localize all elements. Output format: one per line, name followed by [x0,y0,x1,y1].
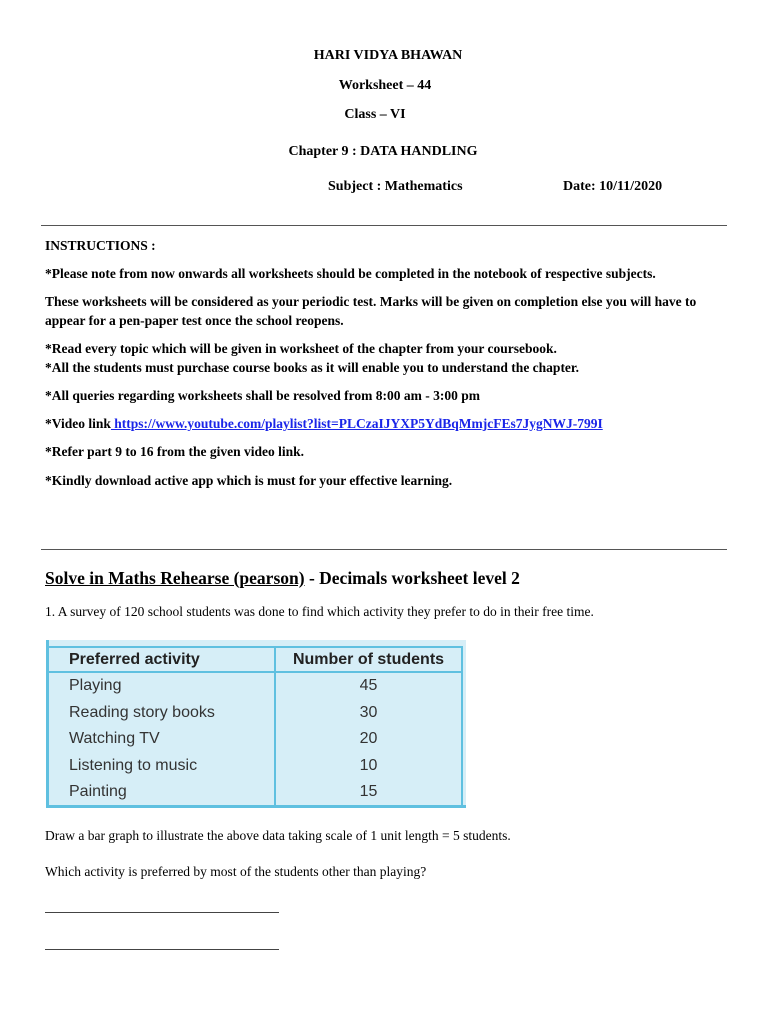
table-row [49,779,462,806]
instruction-purchase-books: *All the students must purchase course books as it will enable you to understand the chapter. [45,360,580,375]
subject-label: Subject : Mathematics [328,179,463,194]
task-which-activity: Which activity is preferred by most of the students other than playing? [45,864,427,879]
divider-bottom [41,549,727,550]
activity-cell: Watching TV [69,730,160,748]
students-cell: 15 [275,779,462,806]
activity-cell: Listening to music [69,756,198,774]
activity-cell: Painting [69,783,127,801]
instruction-refer-parts: *Refer part 9 to 16 from the given video link. [45,444,304,459]
section-title-topic: - Decimals worksheet level 2 [304,568,520,588]
header-number-of-students: Number of students [275,647,462,672]
class-label: Class – VI [344,107,406,122]
video-link-label: *Video link [45,416,111,431]
instructions-title: INSTRUCTIONS : [45,238,156,253]
instruction-download-app: *Kindly download active app which is must for your effective learning. [45,473,453,488]
divider-top [41,225,727,226]
table-row [49,753,462,780]
students-cell: 10 [275,753,462,780]
instructions-block [45,236,735,490]
table-row [49,700,462,727]
chapter-title: Chapter 9 : DATA HANDLING [288,144,478,159]
answer-line [45,949,279,950]
activity-cell: Reading story books [69,703,215,721]
students-cell: 20 [275,726,462,753]
table-row [49,672,462,700]
instruction-notebook: *Please note from now onwards all worksheets should be completed in the notebook of respective subjects. [45,266,656,281]
students-cell: 30 [275,700,462,727]
table-header-row [49,647,462,672]
video-link[interactable]: https://www.youtube.com/playlist?list=PLCzaIJYXP5YdBqMmjcFEs7JygNWJ-799I [110,416,603,431]
header-preferred-activity: Preferred activity [49,647,275,672]
answer-line [45,912,279,913]
date-label: Date: 10/11/2020 [563,179,663,194]
task-draw-bar-graph: Draw a bar graph to illustrate the above data taking scale of 1 unit length = 5 students. [45,828,511,843]
worksheet-number: Worksheet – 44 [338,78,432,93]
school-name: HARI VIDYA BHAWAN [313,48,463,63]
survey-data-table [49,646,463,806]
survey-table [46,640,466,808]
question-1: 1. A survey of 120 school students was done to find which activity they prefer to do in their free time. [45,604,594,619]
instruction-queries: *All queries regarding worksheets shall be resolved from 8:00 am - 3:00 pm [45,388,480,403]
section-title-book: Solve in Maths Rehearse (pearson) [45,568,305,588]
activity-cell: Playing [69,677,122,695]
students-cell: 45 [275,672,462,700]
table-row [49,726,462,753]
instruction-read-topic: *Read every topic which will be given in worksheet of the chapter from your coursebook. [45,341,557,356]
section-title [45,568,745,589]
instruction-periodic-test: These worksheets will be considered as your periodic test. Marks will be given on completion else you will have to appear for a pen-paper test once the school reopens. [45,294,697,328]
question-section [45,568,745,620]
instruction-video [45,414,735,433]
